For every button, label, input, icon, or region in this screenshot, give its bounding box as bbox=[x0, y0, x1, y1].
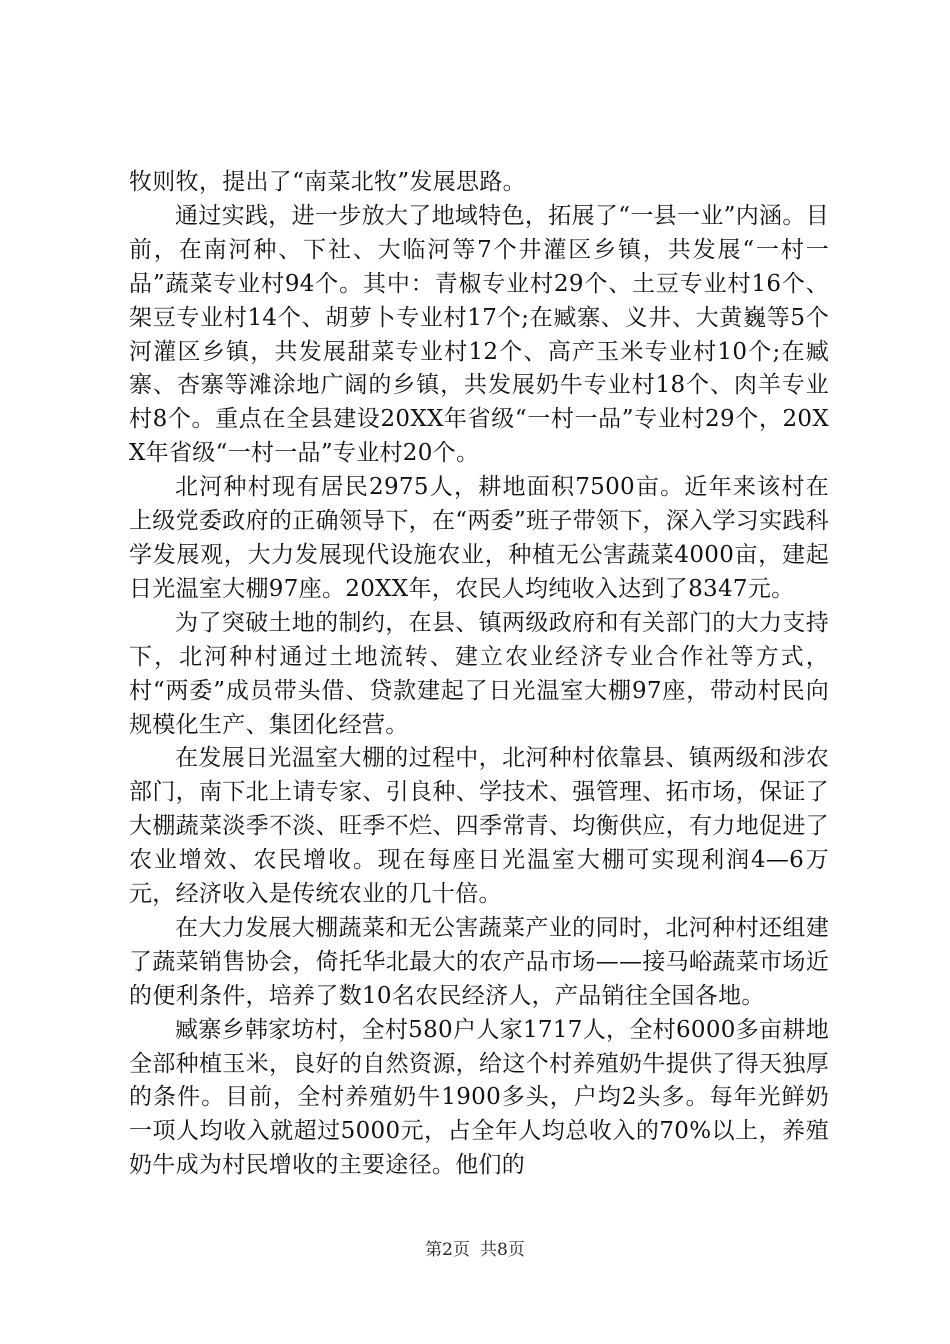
page-total: 共8页 bbox=[480, 1240, 525, 1260]
document-body bbox=[129, 166, 829, 1183]
paragraph-greenhouse-development: 在发展日光温室大棚的过程中，北河种村依靠县、镇两级和涉农部门，南下北上请专家、引良种、学技术、强管理、拓市场，保证了大棚蔬菜淡季不淡、旺季不烂、四季常青、均衡供应，有力地促进了农业增效、农民增收。现在每座日光温室大棚可实现利润4—6万元，经济收入是传统农业的几十倍。 bbox=[129, 745, 829, 908]
paragraph-hanjiafang-village: 臧寨乡韩家坊村，全村580户人家1717人，全村6000多亩耕地全部种植玉米，良好的自然资源，给这个村养殖奶牛提供了得天独厚的条件。目前，全村养殖奶牛1900多头，户均2头多。每年光鲜奶一项人均收入就超过5000元，占全年人均总收入的70%以上，养殖奶牛成为村民增收的主要途径。他们的 bbox=[129, 1016, 829, 1179]
page-footer bbox=[0, 1238, 950, 1262]
paragraph-beihezhong-village: 北河种村现有居民2975人，耕地面积7500亩。近年来该村在上级党委政府的正确领导下，在“两委”班子带领下，深入学习实践科学发展观，大力发展现代设施农业，种植无公害蔬菜4000亩，建起日光温室大棚97座。20XX年，农民人均纯收入达到了8347元。 bbox=[129, 474, 829, 602]
paragraph-vegetable-association: 在大力发展大棚蔬菜和无公害蔬菜产业的同时，北河种村还组建了蔬菜销售协会，倚托华北最大的农产品市场——接马峪蔬菜市场近的便利条件，培养了数10名农民经济人，产品销往全国各地。 bbox=[129, 914, 829, 1009]
paragraph-land-constraint: 为了突破土地的制约，在县、镇两级政府和有关部门的大力支持下，北河种村通过土地流转、建立农业经济专业合作社等方式，村“两委”成员带头借、贷款建起了日光温室大棚97座，带动村民向规模化生产、集团化经营。 bbox=[129, 609, 829, 738]
paragraph-regional-features: 通过实践，进一步放大了地域特色，拓展了“一县一业”内涵。目前，在南河种、下社、大临河等7个井灌区乡镇，共发展“一村一品”蔬菜专业村94个。其中：青椒专业村29个、土豆专业村16个、架豆专业村14个、胡萝卜专业村17个;在臧寨、义井、大黄巍等5个河灌区乡镇，共发展甜菜专业村12个、高产玉米专业村10个;在臧寨、杏寨等滩涂地广阔的乡镇，共发展奶牛专业村18个、肉羊专业村8个。重点在全县建设20XX年省级“一村一品”专业村29个，20XX年省级“一村一品”专业村20个。 bbox=[129, 202, 829, 467]
page-number: 第2页 bbox=[425, 1240, 470, 1260]
paragraph-continuation: 牧则牧，提出了“南菜北牧”发展思路。 bbox=[129, 169, 526, 195]
